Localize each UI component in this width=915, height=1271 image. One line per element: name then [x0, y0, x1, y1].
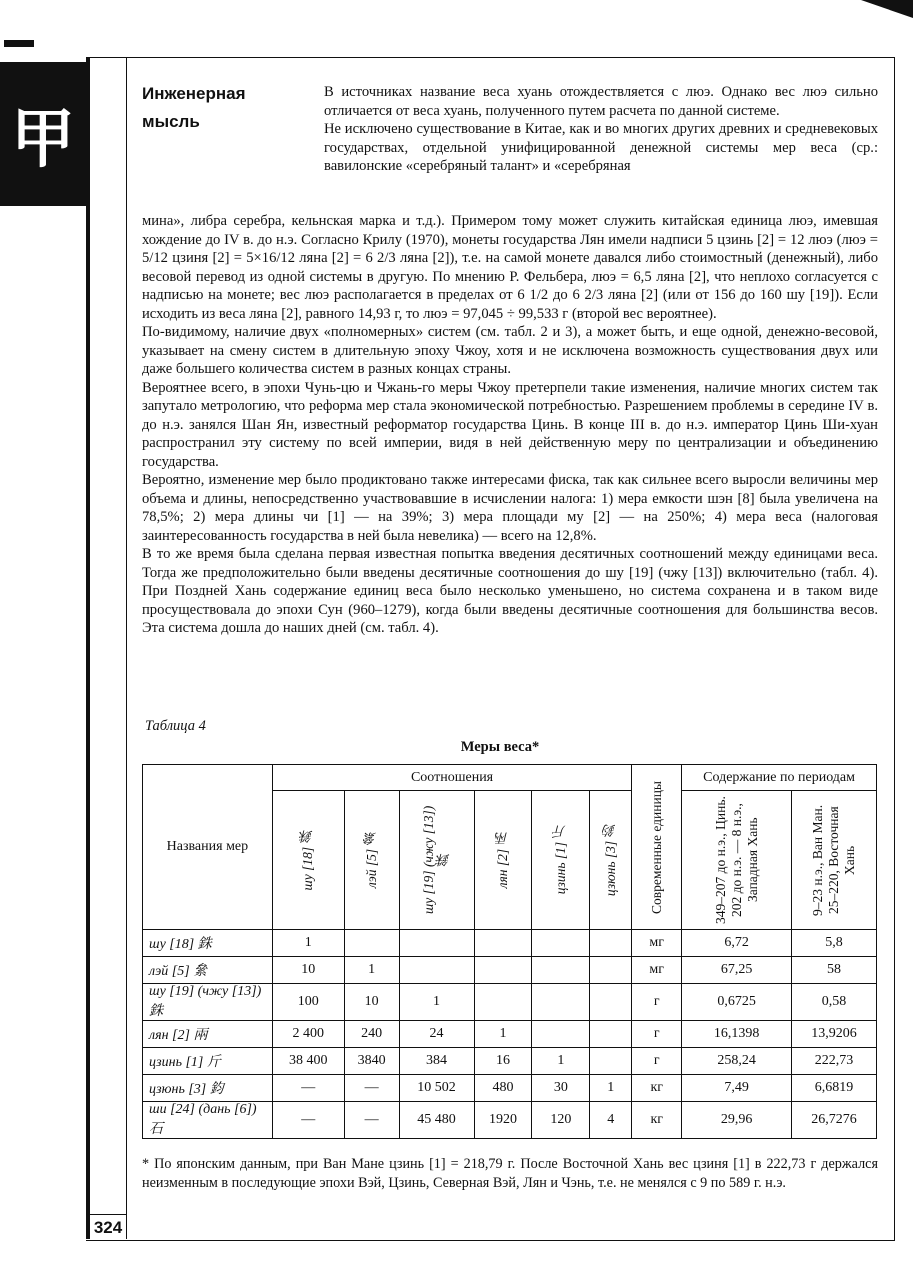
body-paragraph: В то же время была сделана первая известная попытка введения десятичных соотношений между единицами веса. Тогда же предположительно были введены десятичные соотношения до шу [19] (чжу [13]) включительно (табл. 4). При Поздней Хань содержание единиц веса было несколько уменьшено, но система сохранена и в таком виде просуществовала до эпохи Сун (960–1279), когда были введены десятичные соотношения для большинства весов. Эта система дошла до наших дней (см. табл. 4). — [142, 546, 878, 636]
ratio-cell: — — [344, 1075, 399, 1102]
ratio-cell — [399, 930, 474, 957]
ratio-col-header — [474, 791, 532, 930]
ratio-cell: 120 — [532, 1102, 590, 1139]
body-text — [142, 212, 878, 638]
ratio-cell — [590, 1048, 632, 1075]
ratio-cell: 16 — [474, 1048, 532, 1075]
ratio-cell: 1 — [532, 1048, 590, 1075]
row-name: ши [24] (дань [6]) 石 — [143, 1102, 273, 1139]
row-name: лян [2] 兩 — [143, 1021, 273, 1048]
ratio-cell: 1 — [344, 957, 399, 984]
ratio-cell — [590, 1021, 632, 1048]
period-col-header — [792, 791, 877, 930]
ratio-cell: 1 — [474, 1021, 532, 1048]
ratio-cell — [532, 1021, 590, 1048]
header-modern-cell — [632, 765, 682, 930]
period-value: 0,6725 — [682, 984, 792, 1021]
unit-cell: мг — [632, 930, 682, 957]
period-col-label: 349–207 до н.э., Цинь. 202 до н.э. — 8 н.э., Западная Хань — [712, 796, 760, 924]
table-row — [143, 957, 877, 984]
corner-arrow-mark — [861, 0, 913, 18]
period-col-label: 9–23 н.э., Ван Ман. 25–220, Восточная Хань — [810, 804, 857, 916]
header-ratios: Соотношения — [272, 765, 631, 791]
period-value: 58 — [792, 957, 877, 984]
period-value: 13,9206 — [792, 1021, 877, 1048]
ratio-col-header — [344, 791, 399, 930]
ratio-cell: 45 480 — [399, 1102, 474, 1139]
ratio-cell — [532, 984, 590, 1021]
unit-cell: кг — [632, 1075, 682, 1102]
ratio-cell: 10 — [344, 984, 399, 1021]
intro-text — [324, 83, 878, 176]
ratio-cell: 1 — [272, 930, 344, 957]
row-name: цзинь [1] 斤 — [143, 1048, 273, 1075]
ratio-col-header — [532, 791, 590, 930]
ratio-cell: 1 — [590, 1075, 632, 1102]
period-value: 6,6819 — [792, 1075, 877, 1102]
ratio-col-header — [399, 791, 474, 930]
period-value: 29,96 — [682, 1102, 792, 1139]
intro-paragraph: В источниках название веса хуань отождествляется с люэ. Однако вес люэ сильно отличается от веса хуань, полученного путем расчета по данной системе. — [324, 84, 878, 119]
unit-cell: мг — [632, 957, 682, 984]
period-col-header — [682, 791, 792, 930]
ratio-cell: 10 502 — [399, 1075, 474, 1102]
ratio-cell — [399, 957, 474, 984]
period-value: 7,49 — [682, 1075, 792, 1102]
page-number: 324 — [90, 1214, 126, 1240]
ratio-cell: — — [272, 1075, 344, 1102]
row-name: цзюнь [3] 鈞 — [143, 1075, 273, 1102]
row-name: шу [19] (чжу [13]) 銖 — [143, 984, 273, 1021]
row-name: лэй [5] 絫 — [143, 957, 273, 984]
measures-table — [142, 764, 877, 1139]
ratio-cell: 2 400 — [272, 1021, 344, 1048]
ratio-cell: 1920 — [474, 1102, 532, 1139]
unit-cell: г — [632, 1048, 682, 1075]
side-marker-bottom — [4, 198, 34, 205]
footnote — [142, 1155, 878, 1192]
ratio-cell — [590, 984, 632, 1021]
frame-left-strip — [86, 57, 90, 1239]
ratio-cell: 1 — [399, 984, 474, 1021]
ratio-col-label: шу [19] (чжу [13]) 銖 — [420, 805, 452, 915]
period-value: 222,73 — [792, 1048, 877, 1075]
side-marker-top — [4, 40, 34, 47]
ratio-cell: 240 — [344, 1021, 399, 1048]
footnote-text: * По японским данным, при Ван Мане цзинь [1] = 218,79 г. После Восточной Хань вес цзиня [1] в 222,73 г держался неизменным в последующие эпохи Вэй, Цзинь, Северная Вэй, Лян и Чэнь, т.е. не менялся с 9 по 589 г. н.э. — [142, 1156, 878, 1191]
table-caption: Таблица 4 — [145, 718, 206, 734]
table-row — [143, 1075, 877, 1102]
ratio-cell — [344, 930, 399, 957]
chapter-glyph: 甲 — [11, 104, 75, 175]
table-row — [143, 984, 877, 1021]
margin-rule — [126, 57, 127, 1239]
table-row — [143, 1102, 877, 1139]
unit-cell: г — [632, 984, 682, 1021]
ratio-cell: 4 — [590, 1102, 632, 1139]
ratio-col-label: лэй [5] 絫 — [363, 831, 379, 889]
table-row — [143, 1021, 877, 1048]
ratio-cell — [590, 930, 632, 957]
ratio-col-label: цзинь [1] 斤 — [552, 825, 568, 895]
body-paragraph: мина», либра серебра, кельнская марка и т.д.). Примером тому может служить китайская единица люэ, имевшая хождение до IV в. до н.э. Согласно Крилу (1970), монеты государства Лян имели надписи 5 цзинь [2] = 12 люэ (люэ = 5/12 цзиня [2] = 5×16/12 ляна [2] = 6 2/3 ляна [2]), т.е. на самой монете давался либо стоимостный (денежный), либо весовой перевод из одной системы в другую. По мнению Р. Фельбера, люэ = 6,5 ляна [2], что неплохо согласуется с надписью на монете; вес люэ располагается в пределах от 6 1/2 до 6 2/3 ляна [2] (или от 156 до 160 шу [19]). Если исходить из веса ляна [2], равного 14,93 г, то люэ = 97,045 ÷ 99,533 г (второй вес вероятнее). — [142, 213, 878, 322]
intro-paragraph: Не исключено существование в Китае, как и во многих других древних и средневековых государствах, отдельной унифицированной денежной системы мер веса (ср.: вавилонские «серебряный талант» и «серебряная — [324, 121, 878, 174]
ratio-cell: 38 400 — [272, 1048, 344, 1075]
ratio-col-label: лян [2] 兩 — [494, 831, 510, 889]
ratio-cell: 100 — [272, 984, 344, 1021]
period-value: 16,1398 — [682, 1021, 792, 1048]
ratio-cell: 480 — [474, 1075, 532, 1102]
table-row — [143, 930, 877, 957]
ratio-cell: 30 — [532, 1075, 590, 1102]
ratio-cell — [532, 957, 590, 984]
ratio-cell — [474, 984, 532, 1021]
unit-cell: кг — [632, 1102, 682, 1139]
body-paragraph: Вероятно, изменение мер было продиктовано также интересами фиска, так как сильнее всего выросли величины мер объема и длины, непосредственно участвовавшие в исчислении налога: 1) мера емкости шэн [8] была увеличена на 78,5%; 2) мера длины чи [1] — на 39%; 3) мера площади му [2] — на 250%; 4) мера веса (налоговая заинтересованность государства в ней была невелика) — всего на 12,8%. — [142, 472, 878, 544]
section-heading — [142, 80, 312, 136]
ratio-cell — [590, 957, 632, 984]
period-value: 6,72 — [682, 930, 792, 957]
ratio-cell — [532, 930, 590, 957]
heading-line-2: мысль — [142, 112, 200, 131]
ratio-cell — [474, 930, 532, 957]
unit-cell: г — [632, 1021, 682, 1048]
ratio-col-label: шу [18] 銖 — [300, 829, 316, 891]
period-value: 26,7276 — [792, 1102, 877, 1139]
ratio-col-label: цзюнь [3] 鈞 — [602, 823, 618, 897]
header-names: Названия мер — [143, 765, 273, 930]
header-modern: Современные единицы — [648, 780, 664, 914]
period-value: 0,58 — [792, 984, 877, 1021]
table-title: Меры веса* — [460, 739, 540, 755]
ratio-cell: 10 — [272, 957, 344, 984]
ratio-cell: — — [344, 1102, 399, 1139]
heading-line-1: Инженерная — [142, 84, 246, 103]
row-name: шу [18] 銖 — [143, 930, 273, 957]
table-body — [143, 930, 877, 1139]
ratio-cell — [474, 957, 532, 984]
ratio-cell: 24 — [399, 1021, 474, 1048]
ratio-cell: 384 — [399, 1048, 474, 1075]
table-row — [143, 1048, 877, 1075]
ratio-col-header — [272, 791, 344, 930]
ratio-cell: 3840 — [344, 1048, 399, 1075]
ratio-col-header — [590, 791, 632, 930]
period-value: 5,8 — [792, 930, 877, 957]
header-periods: Содержание по периодам — [682, 765, 877, 791]
period-value: 67,25 — [682, 957, 792, 984]
ratio-cell: — — [272, 1102, 344, 1139]
chapter-tab — [0, 62, 86, 206]
body-paragraph: Вероятнее всего, в эпохи Чунь-цю и Чжань-го меры Чжоу претерпели такие изменения, наличие многих систем так запутало метрологию, что реформа мер стала экономической потребностью. Разрешением проблемы в середине IV в. до н.э. занялся Шан Ян, известный реформатор государства Цинь. В конце III в. до н.э. император Цинь Ши-хуан распространил эту систему по всей империи, видя в ней действенную меру по централизации и объединению государства. — [142, 379, 878, 470]
body-paragraph: По-видимому, наличие двух «полномерных» систем (см. табл. 2 и 3), а может быть, и еще одной, денежно-весовой, указывает на смену систем в длительную эпоху Чжоу, хотя и не исключена возможность существования двух или даже большего количества систем в разных концах страны. — [142, 324, 878, 377]
period-value: 258,24 — [682, 1048, 792, 1075]
